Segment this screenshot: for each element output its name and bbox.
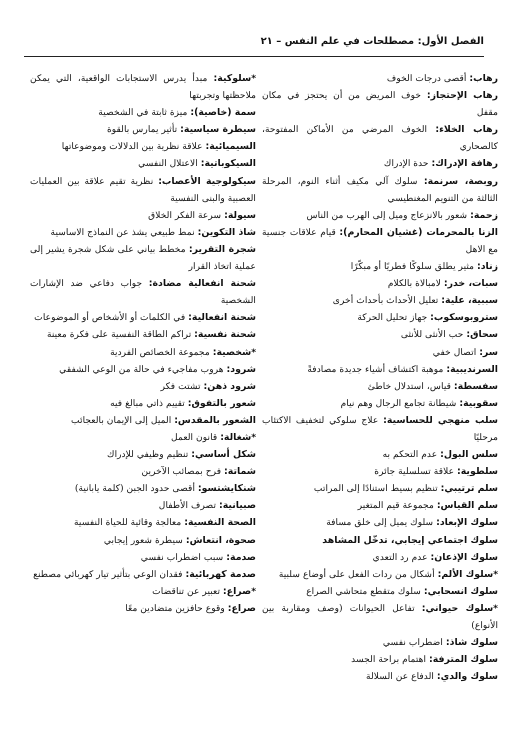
glossary-definition: سرعة الفكر الخلاق (148, 209, 225, 221)
glossary-definition: هروب مفاجيء في حالة من الوعي الشفقي (59, 363, 227, 375)
glossary-entry (262, 326, 498, 343)
glossary-entry (262, 634, 498, 651)
glossary-term: الصحة النفسية: (184, 517, 256, 529)
glossary-entry (30, 173, 256, 207)
glossary-definition: سلوك آلي مكيف أثناء النوم، المرحلة الثالثة من التنويم المغنطيسي (262, 175, 498, 204)
glossary-definition: سلوك يميل إلى خلق مسافة (326, 517, 437, 529)
glossary-term: سلوك حيواني: (421, 602, 494, 614)
glossary-term: رهاب الخلاء: (435, 124, 498, 136)
glossary-definition: حدة الإدراك (383, 158, 432, 170)
glossary-definition: علاج سلوكي لتخفيف الاكتئاب مرحليًا (262, 414, 498, 443)
glossary-term: صدمة: (226, 551, 256, 563)
glossary-definition: أقصى درجات الخوف (386, 73, 470, 84)
entry-marker: * (493, 602, 498, 614)
glossary-definition: سبب اضطراب نفسي (140, 551, 227, 563)
glossary-entry (30, 344, 256, 361)
glossary-definition: تأثير يمارس بالقوة (106, 124, 181, 136)
glossary-entry (30, 326, 256, 343)
glossary-definition: قياس، استدلال خاطئ (367, 380, 454, 392)
glossary-entry (30, 121, 256, 138)
glossary-entry (262, 583, 498, 600)
glossary-term: شغالة: (220, 431, 252, 443)
glossary-term: سلوك المترفة: (428, 654, 498, 666)
glossary-entry (30, 378, 256, 395)
glossary-term: السيميائية: (205, 141, 256, 153)
glossary-entry (262, 275, 498, 292)
glossary-term: رهاب: (469, 73, 498, 84)
glossary-term: سلوكية: (213, 73, 252, 84)
glossary-term: صراع: (222, 585, 252, 597)
glossary-entry (262, 532, 498, 549)
glossary-term: سلم ترتيبي: (440, 483, 498, 495)
glossary-entry (30, 532, 256, 549)
glossary-definition: أشكال من ردات الفعل على أوضاع سلبية (278, 568, 438, 580)
glossary-definition: مخطط بياني على شكل شجرة يشير إلى عملية اتخاذ القرار (30, 243, 256, 273)
glossary-term: صدمة كهربائية: (185, 568, 256, 580)
glossary-term: رهافة الإدراك: (431, 158, 498, 170)
glossary-term: سر: (479, 346, 498, 358)
glossary-column-right (262, 70, 498, 685)
glossary-entry (30, 600, 256, 617)
glossary-term: شرود: (226, 363, 256, 375)
glossary-term: رهاب الإحتجاز: (426, 90, 498, 102)
glossary-entry (262, 361, 498, 378)
glossary-term: سببية، علية: (441, 295, 498, 307)
glossary-term: سحاق: (466, 329, 498, 341)
glossary-entry (30, 138, 256, 155)
glossary-term: صراع: (227, 602, 256, 614)
glossary-entry (262, 514, 498, 531)
glossary-entry (262, 344, 498, 361)
glossary-definition: تنظيم وظيفي للإدراك (107, 449, 192, 461)
glossary-entry (262, 497, 498, 514)
glossary-entry (30, 70, 256, 104)
glossary-term: صحوة، انتعاش: (185, 534, 256, 546)
glossary-definition: قيام علاقات جنسية مع الاهل (262, 226, 498, 255)
glossary-definition: اضطراب نفسي (382, 637, 446, 649)
glossary-term: سيكولوجية الأعصاب: (158, 175, 256, 187)
glossary-definition: تعبير عن تناقضات (152, 585, 223, 597)
glossary-entry (262, 87, 498, 121)
glossary-entry (262, 668, 498, 685)
glossary-term: سمة (خاصية): (190, 107, 256, 119)
glossary-term: سلوك الألم: (437, 568, 494, 580)
glossary-term: روبصة، سرنمة: (423, 175, 498, 187)
glossary-definition: اهتمام براحة الجسد (351, 654, 429, 666)
glossary-entry (30, 566, 256, 583)
glossary-term: شحنة انفعالية: (188, 312, 256, 324)
glossary-term: شماتة: (224, 466, 256, 478)
glossary-definition: جواب دفاعي ضد الإشارات الشخصية (30, 278, 256, 307)
glossary-term: سلوك انسحابي: (423, 585, 498, 597)
glossary-term: شعور بالتفوق: (187, 397, 256, 409)
glossary-term: الشعور بالمقدس: (174, 414, 256, 426)
glossary-term: شحنة نفسية: (194, 329, 256, 341)
glossary-entry (262, 155, 498, 172)
glossary-entry (262, 70, 498, 87)
glossary-term: صبيانية: (218, 500, 256, 512)
glossary-definition: وقوع حافزين متضادين معًا (125, 602, 228, 614)
glossary-definition: نمط طبيعي يشذ عن النماذج الاساسية (50, 226, 198, 238)
glossary-definition: تعليل الأحداث بأحداث أخرى (332, 295, 442, 307)
glossary-entry (262, 412, 498, 446)
glossary-entry (262, 292, 498, 309)
entry-marker: * (251, 585, 256, 597)
glossary-term: السيكوباتية: (200, 158, 256, 170)
glossary-entry (30, 514, 256, 531)
glossary-term: سلم القياس: (436, 500, 498, 512)
glossary-entry (30, 361, 256, 378)
glossary-term: الزنا بالمحرمات (غشيان المحارم): (339, 226, 498, 238)
glossary-definition: خوف المريض من أن يحتجز في مكان مقفل (262, 90, 498, 119)
glossary-entry (262, 463, 498, 480)
glossary-term: شجرة التقرير: (188, 243, 256, 255)
glossary-term: سيطرة سياسية: (180, 124, 256, 136)
glossary-entry (262, 446, 498, 463)
glossary-entry (262, 121, 498, 155)
glossary-definition: الدفاع عن السلالة (366, 671, 437, 683)
glossary-definition: شيطانة تجامع الرجال وهم نيام (340, 397, 460, 409)
glossary-entry (262, 600, 498, 634)
glossary-definition: مثير يطلق سلوكًا فطريًا أو مبكّرًا (350, 261, 477, 273)
glossary-entry (30, 309, 256, 326)
glossary-definition: لامبالاة بالكلام (387, 278, 444, 290)
glossary-definition: معالجة وقائية للحياة النفسية (74, 517, 185, 529)
glossary-definition: علاقة نظرية بين الدلالات وموضوعاتها (61, 141, 206, 153)
glossary-entry (262, 480, 498, 497)
glossary-term: سلب منهجي للحساسية: (383, 414, 498, 426)
glossary-definition: فقدان الوعي بتأثير تيار كهربائي مصطنع (33, 568, 186, 580)
glossary-definition: عدم رد التعدي (372, 551, 431, 563)
glossary-term: سقوبية: (459, 397, 498, 409)
glossary-term: شخصية: (212, 346, 252, 358)
glossary-entry (262, 566, 498, 583)
entry-marker: * (493, 568, 498, 580)
glossary-entry (262, 549, 498, 566)
glossary-entry (30, 549, 256, 566)
glossary-term: سلوك والدي: (436, 671, 498, 683)
glossary-entry (262, 378, 498, 395)
glossary-entry (30, 155, 256, 172)
glossary-entry (30, 207, 256, 224)
glossary-term: شكل أساسي: (191, 449, 256, 461)
glossary-definition: سيطرة شعور إيجابي (103, 534, 186, 546)
glossary-term: سلس البول: (440, 449, 498, 461)
glossary-entry (30, 241, 256, 275)
glossary-term: شحنة انفعالية مضادة: (148, 278, 256, 290)
glossary-entry (262, 173, 498, 207)
glossary-term: سلطوية: (456, 466, 498, 478)
glossary-definition: الاعتلال النفسي (138, 158, 201, 170)
glossary-entry (262, 395, 498, 412)
glossary-definition: حب الأنثى للأنثى (400, 329, 467, 341)
glossary-entry (262, 258, 498, 275)
glossary-entry (30, 412, 256, 429)
glossary-definition: عدم التحكم به (382, 449, 441, 461)
glossary-entry (262, 309, 498, 326)
glossary-term: سفسطة: (453, 380, 498, 392)
glossary-definition: تنظيم بسيط استنادًا إلى المراتب (313, 483, 441, 495)
glossary-entry (30, 446, 256, 463)
glossary-definition: تقييم ذاتي مبالغ فيه (110, 397, 188, 409)
glossary-definition: تصرف الأطفال (158, 500, 219, 512)
glossary-term: شرود ذهن: (203, 380, 256, 392)
glossary-entry (30, 429, 256, 446)
entry-marker: * (251, 431, 256, 443)
glossary-term: زحمة: (470, 209, 498, 221)
glossary-definition: مبدأ يدرس الاستجابات الواقعية، التي يمكن ملاحظتها وتجربتها (30, 73, 256, 102)
glossary-term: سلوك شاذ: (445, 637, 498, 649)
glossary-definition: الميل إلى الإيمان بالعجائب (70, 414, 175, 426)
glossary-definition: جهاز تحليل الحركة (357, 312, 431, 324)
glossary-definition: موهبة اكتشاف أشياء جديدة مصادفةً (307, 363, 447, 375)
glossary-term: شاذ التكوين: (197, 226, 256, 238)
glossary-entry (30, 463, 256, 480)
glossary-definition: تفاعل الحيوانات (وصف ومقاربة بين الأنواع) (262, 602, 498, 631)
glossary-definition: الخوف المرضي من الأماكن المفتوحة، كالصحاري (262, 124, 498, 153)
glossary-definition: سلوك متقطع متحاشي الصراع (306, 585, 424, 597)
glossary-definition: اتصال خفي (432, 346, 480, 358)
glossary-term: سلوك الإذعان: (430, 551, 498, 563)
glossary-definition: تراكم الطاقة النفسية على فكرة معينة (46, 329, 195, 341)
glossary-definition: نظرية تقيم علاقة بين العمليات العصبية والبنى النفسية (30, 175, 256, 204)
glossary-term: زناد: (477, 261, 498, 273)
glossary-definition: فرح بمصائب الآخرين (141, 466, 225, 478)
glossary-term: سبات، خدر: (443, 278, 498, 290)
glossary-entry (30, 583, 256, 600)
glossary-definition: مجموعة قيم المتغير (357, 500, 437, 512)
glossary-definition: في الكلمات أو الأشخاص أو الموضوعات (34, 312, 189, 324)
glossary-entry (30, 395, 256, 412)
glossary-column-left (30, 70, 256, 617)
running-title: الفصل الأول: مصطلحات في علم النفس – ٢١ (260, 36, 484, 47)
entry-marker: * (251, 346, 256, 358)
glossary-term: سيولة: (224, 209, 256, 221)
glossary-entry (30, 275, 256, 309)
glossary-term: سلوك اجتماعي إيجابي، تدخّل المشاهد (322, 534, 498, 546)
glossary-term: ستروبوسكوب: (430, 312, 498, 324)
glossary-term: شنكايشتسو: (197, 483, 256, 495)
glossary-definition: ميزة ثابتة في الشخصية (98, 107, 191, 119)
entry-marker: * (251, 73, 256, 84)
glossary-entry (262, 224, 498, 258)
glossary-entry (30, 224, 256, 241)
glossary-entry (30, 497, 256, 514)
glossary-definition: تشتت فكر (160, 380, 204, 392)
glossary-entry (262, 651, 498, 668)
glossary-term: السرنديبية: (446, 363, 498, 375)
glossary-definition: شعور بالانزعاج وميل إلى الهرب من الناس (306, 209, 471, 221)
glossary-definition: قانون العمل (171, 431, 221, 443)
glossary-term: سلوك الإبعاد: (436, 517, 498, 529)
glossary-entry (30, 480, 256, 497)
glossary-entry (262, 207, 498, 224)
glossary-definition: أقصى حدود الجبن (كلمة يابانية) (74, 483, 198, 495)
glossary-definition: مجموعة الخصائص الفردية (110, 346, 213, 358)
glossary-definition: علاقة تسلسلية جائرة (374, 466, 457, 478)
glossary-entry (30, 104, 256, 121)
page-header (24, 34, 484, 57)
